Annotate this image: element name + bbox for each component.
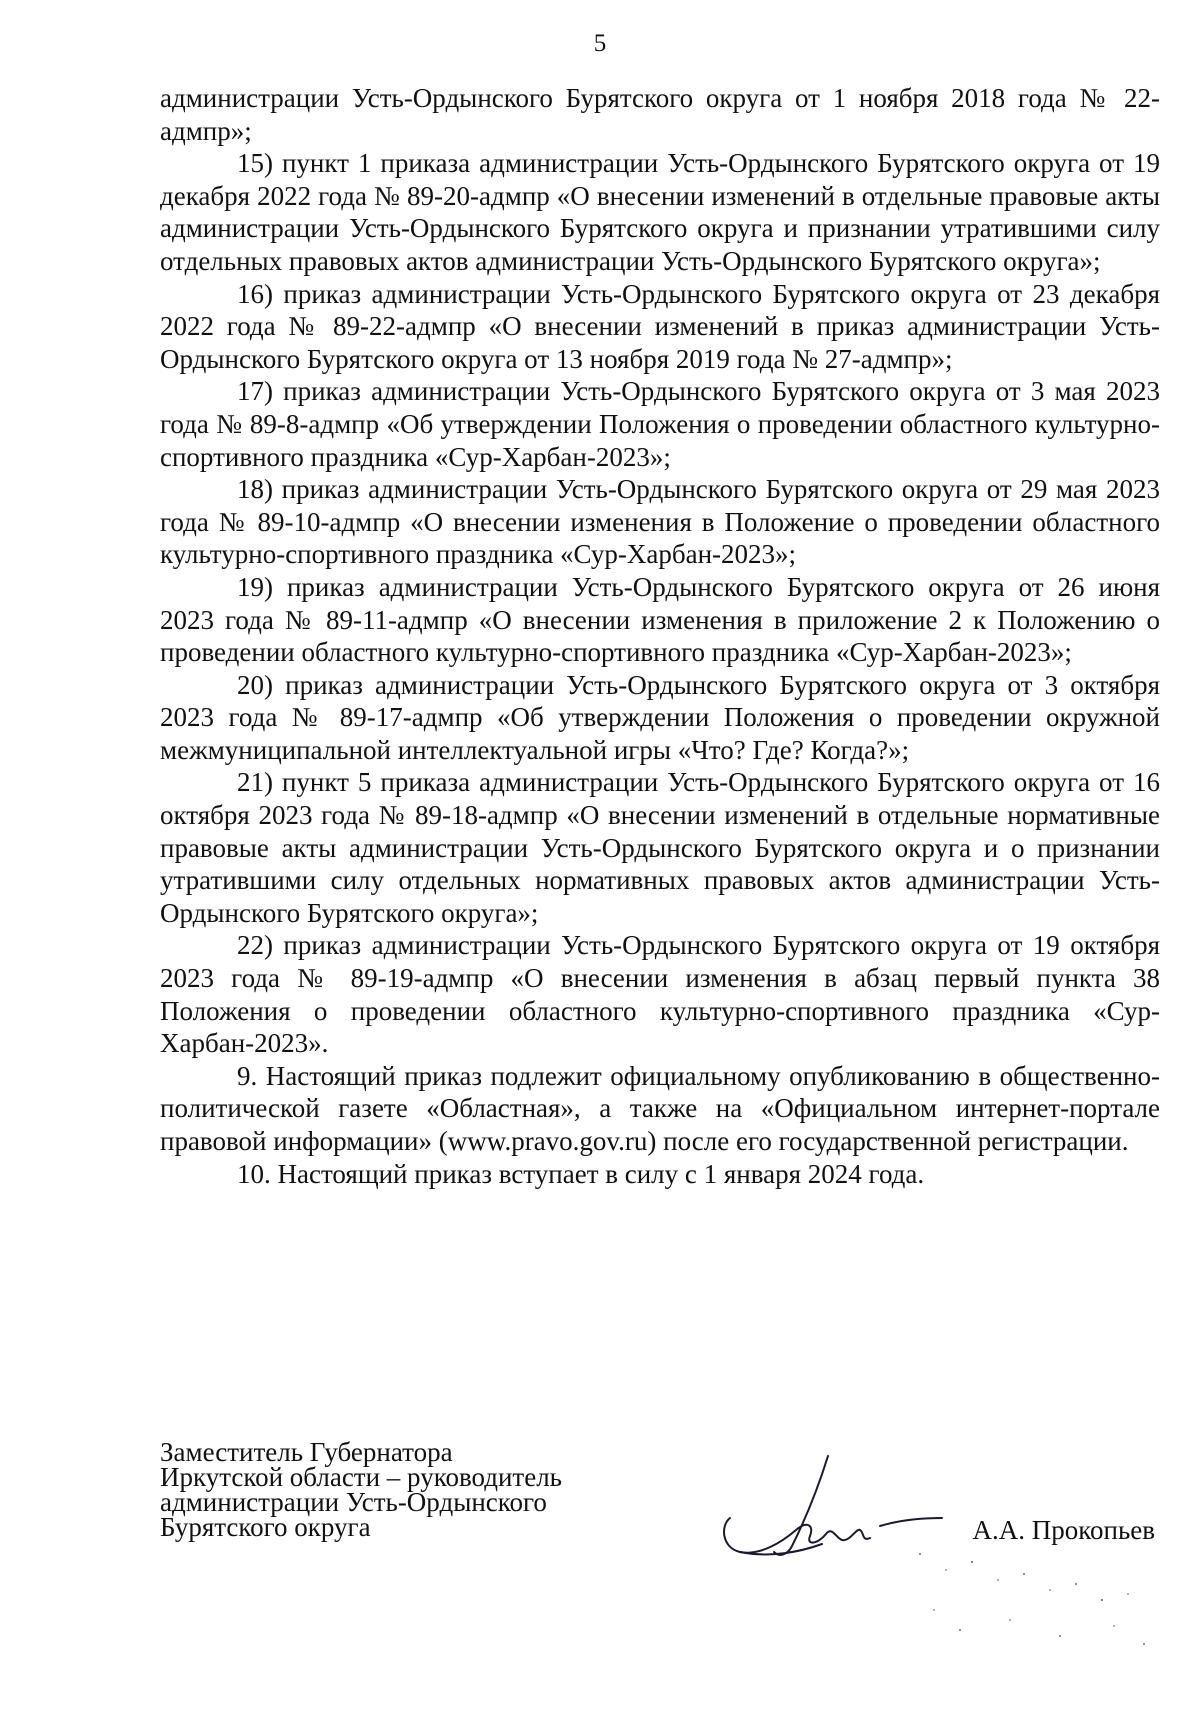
paragraph-continuation: администрации Усть-Ордынского Бурятского округа от 1 ноября 2018 года № 22-адмпр»; <box>160 83 1160 146</box>
list-item-17: 17) приказ администрации Усть-Ордынского Бурятского округа от 3 мая 2023 года № 89-8-адмпр «Об утверждении Положения о проведении областного культурно-спортивного праздника «Сур-Харбан-2023»; <box>160 376 1160 472</box>
list-item-16: 16) приказ администрации Усть-Ордынского Бурятского округа от 23 декабря 2022 года № 89-22-адмпр «О внесении изменений в приказ администрации Усть-Ордынского Бурятского округа от 13 ноября 2019 года № 27-адмпр»; <box>160 278 1160 374</box>
list-item-18: 18) приказ администрации Усть-Ордынского Бурятского округа от 29 мая 2023 года № 89-10-адмпр «О внесении изменения в Положение о проведении областного культурно-спортивного праздника «Сур-Харбан-2023»; <box>160 474 1160 570</box>
list-item-21: 21) пункт 5 приказа администрации Усть-Ордынского Бурятского округа от 16 октября 2023 года № 89-18-адмпр «О внесении изменений в отдельные нормативные правовые акты администрации Усть-Ордынского Бурятского округа и о признании утратившими силу отдельных нормативных правовых актов администрации Усть-Ордынского Бурятского округа»; <box>160 767 1160 928</box>
scan-speckles <box>900 1540 1160 1660</box>
signer-name: А.А. Прокопьев <box>972 1515 1155 1545</box>
clause-9: 9. Настоящий приказ подлежит официальному опубликованию в общественно-политической газете «Областная», а также на «Официальном интернет-портале правовой информации» (www.pravo.gov.ru) после его государственной регистрации. <box>160 1060 1160 1156</box>
signer-title-line: Бурятского округа <box>160 1512 371 1542</box>
signer-title-block <box>160 1437 562 1542</box>
signer-title-line: администрации Усть-Ордынского <box>160 1487 547 1517</box>
clause-10: 10. Настоящий приказ вступает в силу с 1 января 2024 года. <box>237 1158 925 1189</box>
list-item-22: 22) приказ администрации Усть-Ордынского Бурятского округа от 19 октября 2023 года № 89-19-адмпр «О внесении изменения в абзац первый пункта 38 Положения о проведении областного культурно-спортивного праздника «Сур-Харбан-2023». <box>160 930 1160 1059</box>
list-item-19: 19) приказ администрации Усть-Ордынского Бурятского округа от 26 июня 2023 года № 89-11-адмпр «О внесении изменения в приложение 2 к Положению о проведении областного культурно-спортивного праздника «Сур-Харбан-2023»; <box>160 571 1160 668</box>
signer-title-line: Иркутской области – руководитель <box>160 1462 562 1492</box>
signer-title-line: Заместитель Губернатора <box>160 1437 453 1467</box>
page-number: 5 <box>593 30 607 57</box>
list-item-15: 15) пункт 1 приказа администрации Усть-Ордынского Бурятского округа от 19 декабря 2022 года № 89-20-адмпр «О внесении изменений в отдельные правовые акты администрации Усть-Ордынского Бурятского округа и признании утратившими силу отдельных правовых актов администрации Усть-Ордынского Бурятского округа»; <box>160 148 1160 276</box>
document-body <box>160 82 1160 1190</box>
list-item-20: 20) приказ администрации Усть-Ордынского Бурятского округа от 3 октября 2023 года № 89-17-адмпр «Об утверждении Положения о проведении окружной межмуниципальной интеллектуальной игры «Что? Где? Когда?»; <box>160 669 1160 765</box>
